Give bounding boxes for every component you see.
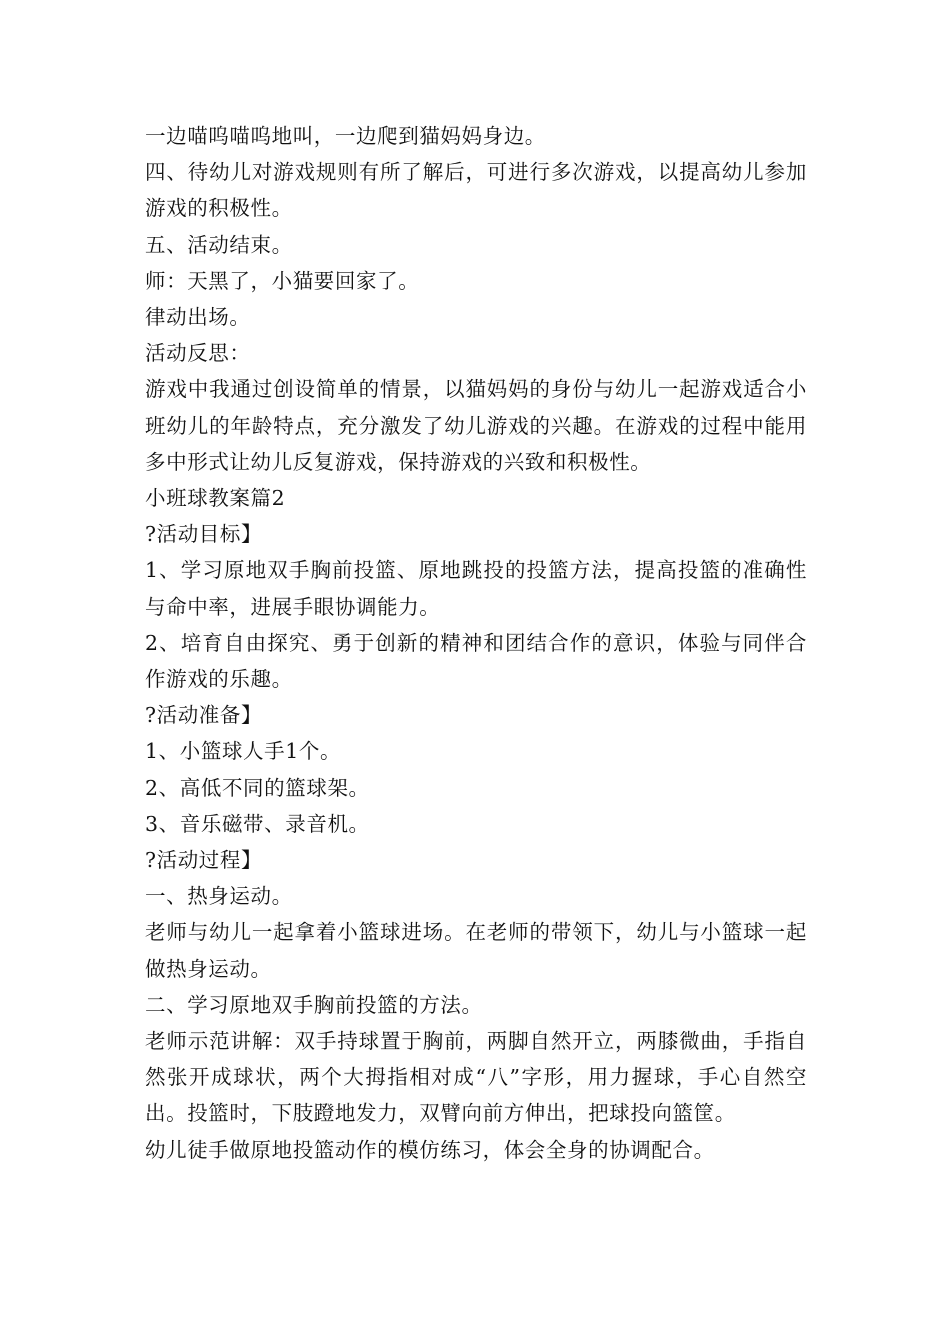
paragraph-reflection-heading: 活动反思： — [145, 341, 251, 366]
objective-item-2: 2、培育自由探究、勇于创新的精神和团结合作的意识，体验与同伴合作游戏的乐趣。 — [145, 630, 807, 692]
paragraph-rhythm-exit: 律动出场。 — [145, 305, 251, 330]
heading-objectives: ?活动目标】 — [145, 522, 263, 547]
preparation-item-1: 1、小篮球人手1个。 — [145, 739, 342, 764]
paragraph-step-five: 五、活动结束。 — [145, 232, 293, 257]
document-body — [145, 118, 807, 1168]
process-step-one-body: 老师与幼儿一起拿着小篮球进场。在老师的带领下，幼儿与小篮球一起做热身运动。 — [145, 920, 807, 981]
process-step-one: 一、热身运动。 — [145, 884, 293, 909]
paragraph-step-four: 四、待幼儿对游戏规则有所了解后，可进行多次游戏，以提高幼儿参加游戏的积极性。 — [145, 160, 807, 221]
preparation-item-3: 3、音乐磁带、录音机。 — [145, 811, 370, 836]
process-step-two-body: 老师示范讲解：双手持球置于胸前，两脚自然开立，两膝微曲，手指自然张开成球状，两个大拇指相对成“八”字形，用力握球，手心自然空出。投篮时，下肢蹬地发力，双臂向前方伸出，把球投向篮筐。 — [145, 1029, 807, 1126]
section-title: 小班球教案篇2 — [145, 486, 286, 511]
paragraph-teacher-line: 师：天黑了，小猫要回家了。 — [145, 268, 420, 293]
process-step-two-practice: 幼儿徒手做原地投篮动作的模仿练习，体会全身的协调配合。 — [145, 1137, 715, 1162]
heading-process: ?活动过程】 — [145, 848, 263, 873]
heading-preparation: ?活动准备】 — [145, 703, 263, 728]
process-step-two: 二、学习原地双手胸前投篮的方法。 — [145, 992, 483, 1017]
paragraph-reflection-body: 游戏中我通过创设简单的情景，以猫妈妈的身份与幼儿一起游戏适合小班幼儿的年龄特点，充分激发了幼儿游戏的兴趣。在游戏的过程中能用多中形式让幼儿反复游戏，保持游戏的兴致和积极性。 — [145, 377, 807, 474]
objective-item-1: 1、学习原地双手胸前投篮、原地跳投的投篮方法，提高投篮的准确性与命中率，进展手眼协调能力。 — [145, 558, 807, 619]
preparation-item-2: 2、高低不同的篮球架。 — [145, 775, 370, 800]
paragraph-continuation: 一边喵呜喵呜地叫，一边爬到猫妈妈身边。 — [145, 124, 546, 148]
